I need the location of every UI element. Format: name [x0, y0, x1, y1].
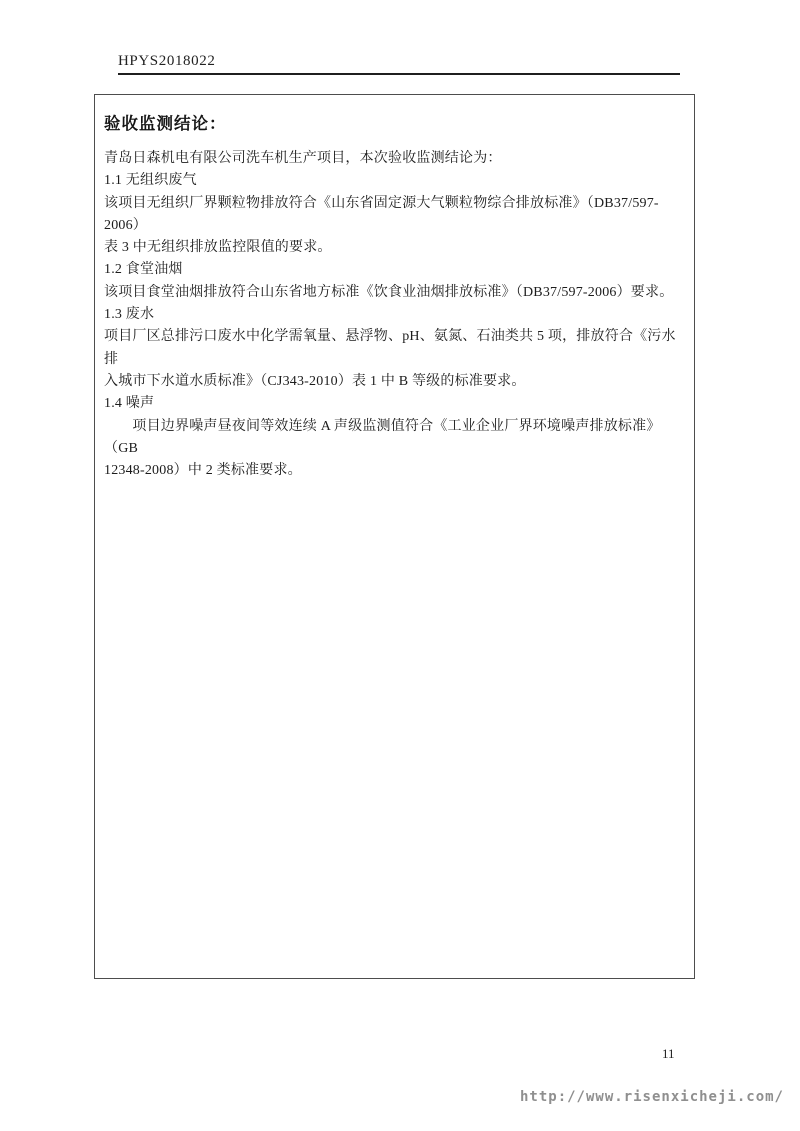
section-1-2-body-line-1: 该项目食堂油烟排放符合山东省地方标准《饮食业油烟排放标准》（DB37/597-2006）要求。 — [104, 284, 674, 300]
watermark-url: http://www.risenxicheji.com/ — [519, 1089, 784, 1105]
section-1-4-body-line-2: 12348-2008）中 2 类标准要求。 — [104, 463, 302, 479]
section-1-3-body-line-2: 入城市下水道水质标准》（CJ343-2010）表 1 中 B 等级的标准要求。 — [104, 373, 526, 389]
section-1-3-heading: 1.3 废水 — [104, 307, 155, 323]
conclusion-intro-line: 青岛日森机电有限公司洗车机生产项目，本次验收监测结论为： — [104, 151, 502, 166]
section-1-3-body-line-1: 项目厂区总排污口废水中化学需氧量、悬浮物、pH、氨氮、石油类共 5 项，排放符合《污水排 — [104, 329, 676, 367]
section-1-1-body-line-1: 该项目无组织厂界颗粒物排放符合《山东省固定源大气颗粒物综合排放标准》（DB37/597-2006） — [104, 195, 659, 233]
section-1-2-heading: 1.2 食堂油烟 — [104, 262, 183, 278]
conclusion-title: 验收监测结论： — [104, 114, 227, 133]
section-1-4-body-line-1: 项目边界噪声昼夜间等效连续 A 声级监测值符合《工业企业厂界环境噪声排放标准》（GB — [104, 418, 661, 456]
section-1-4-heading: 1.4 噪声 — [104, 396, 155, 412]
section-1-1-heading: 1.1 无组织废气 — [104, 173, 197, 189]
conclusion-box — [94, 94, 695, 979]
section-1-1-body-line-2: 表 3 中无组织排放监控限值的要求。 — [104, 240, 332, 256]
document-number: HPYS2018022 — [118, 53, 216, 69]
header-rule — [118, 73, 680, 75]
page-number: 11 — [662, 1046, 675, 1061]
